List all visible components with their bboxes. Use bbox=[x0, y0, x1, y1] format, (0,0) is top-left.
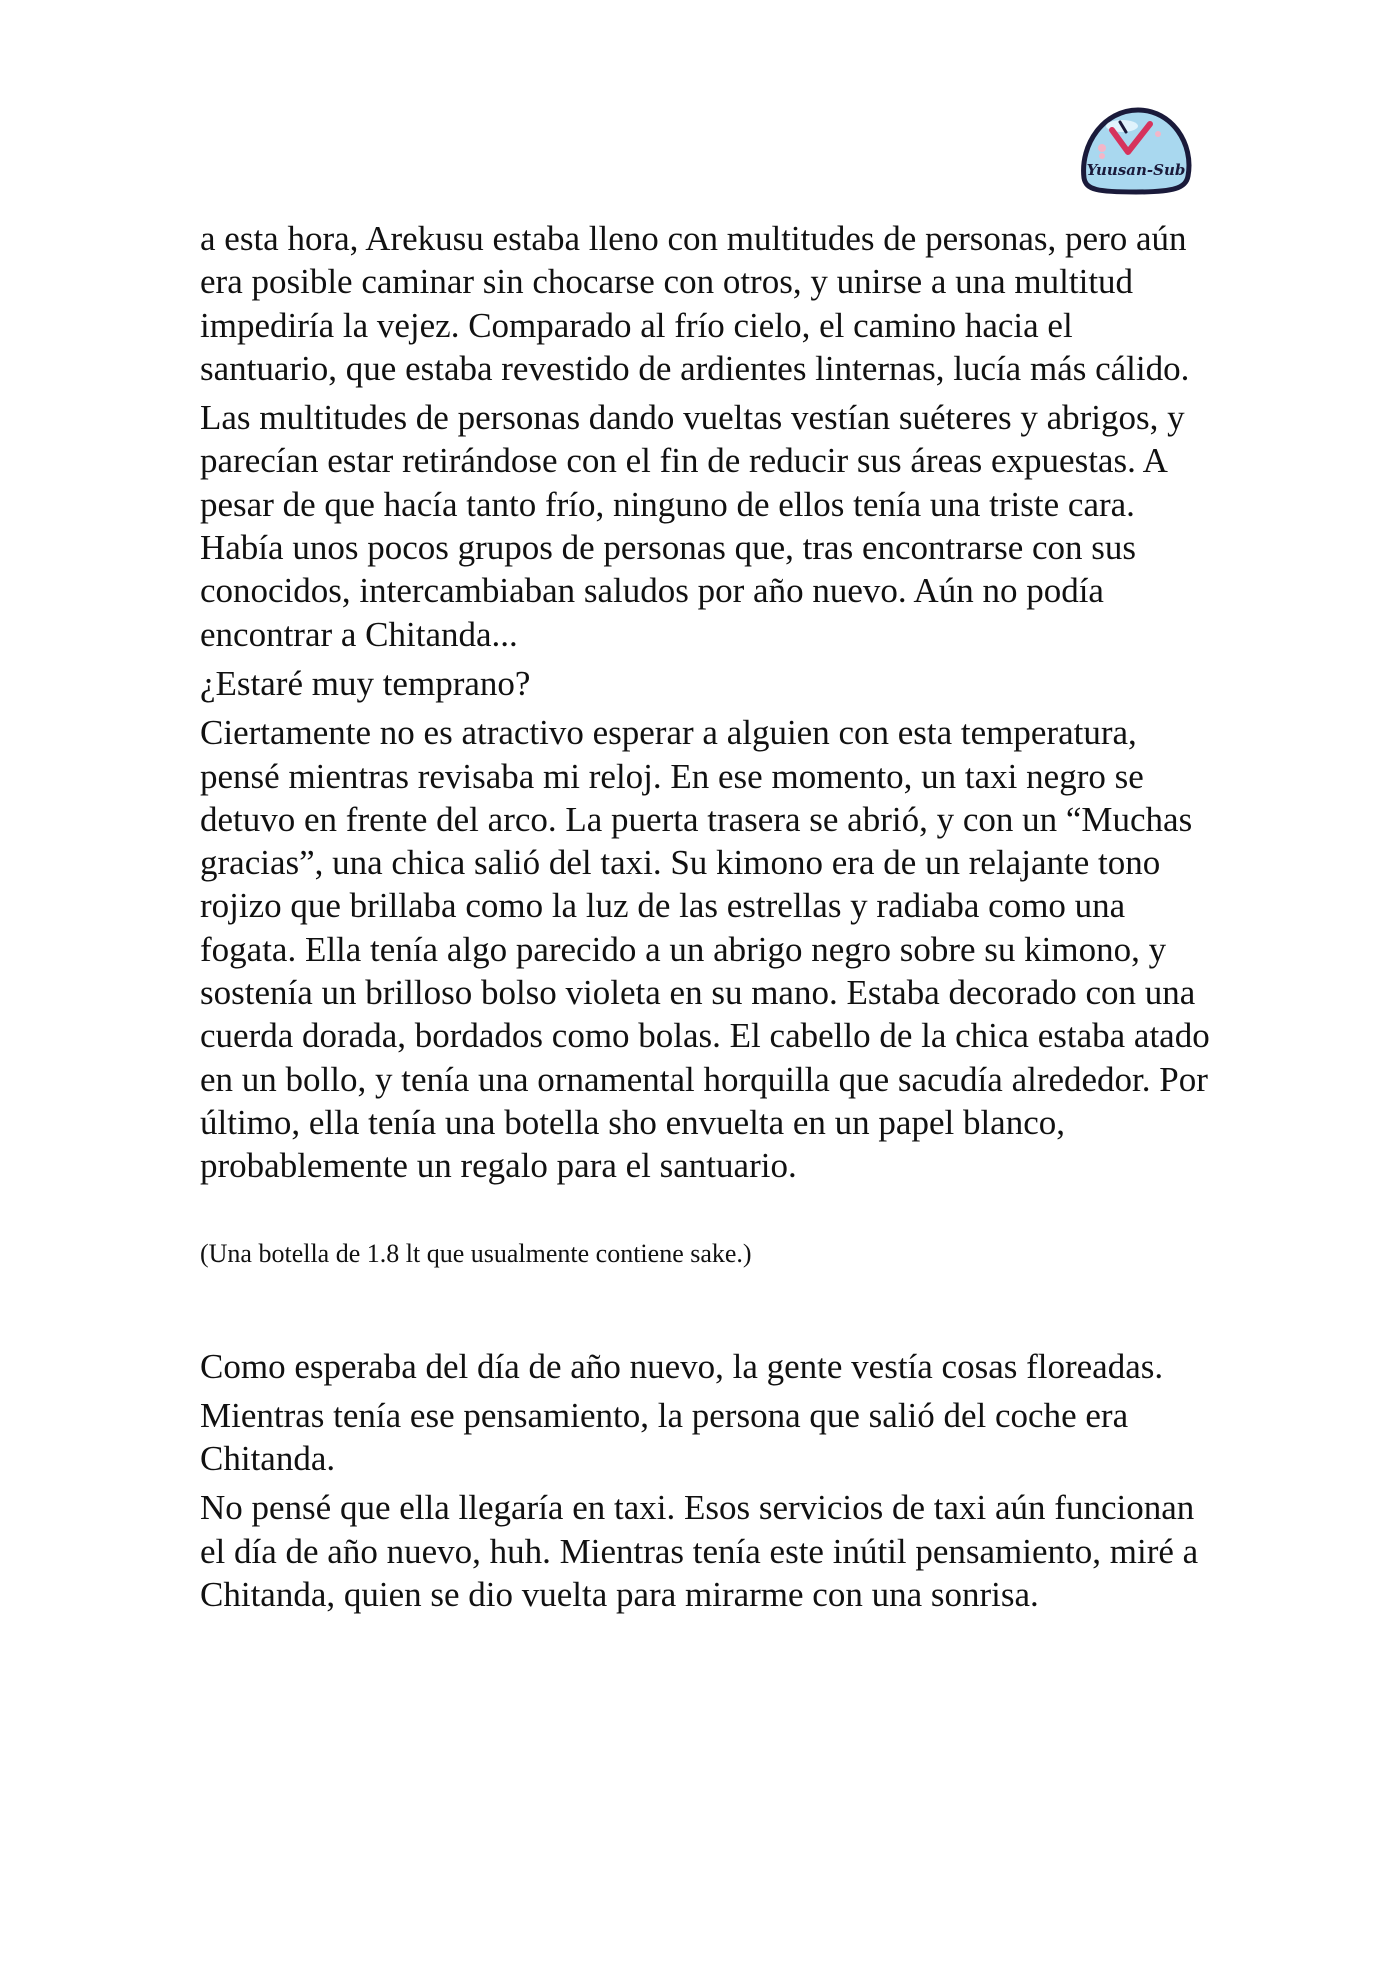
paragraph: Las multitudes de personas dando vueltas vestían suéteres y abrigos, y parecían estar retirándose con el fin de reducir sus áreas expuestas. A pesar de que hacía tanto frío, ninguno de ellos tenía una triste cara. Había unos pocos grupos de personas que, tras encontrarse con sus conocidos, intercambiaban saludos por año nuevo. Aún no podía encontrar a Chitanda... bbox=[200, 398, 1185, 654]
mascot-badge-icon bbox=[1076, 104, 1196, 196]
paragraph: a esta hora, Arekusu estaba lleno con multitudes de personas, pero aún era posible caminar sin chocarse con otros, y unirse a una multitud impediría la vejez. Comparado al frío cielo, el camino hacia el santuario, que estaba revestido de ardientes linternas, lucía más cálido. bbox=[200, 219, 1190, 388]
paragraph: Ciertamente no es atractivo esperar a alguien con esta temperatura, pensé mientras revisaba mi reloj. En ese momento, un taxi negro se detuvo en frente del arco. La puerta trasera se abrió, y con un “Muchas gracias”, una chica salió del taxi. Su kimono era de un relajante tono rojizo que brillaba como la luz de las estrellas y radiaba como una fogata. Ella tenía algo parecido a un abrigo negro sobre su kimono, y sostenía un brilloso bolso violeta en su mano. Estaba decorado con una cuerda dorada, bordados como bolas. El cabello de la chica estaba atado en un bollo, y tenía una ornamental horquilla que sacudía alrededor. Por último, ella tenía una botella sho envuelta en un papel blanco, probablemente un regalo para el santuario. bbox=[200, 713, 1210, 1186]
footnote: (Una botella de 1.8 lt que usualmente contiene sake.) bbox=[200, 1238, 752, 1268]
paragraph: Como esperaba del día de año nuevo, la gente vestía cosas floreadas. bbox=[200, 1346, 1164, 1386]
paragraph: Mientras tenía ese pensamiento, la persona que salió del coche era Chitanda. bbox=[200, 1395, 1129, 1479]
body-text bbox=[200, 217, 1210, 1622]
yuusan-sub-logo bbox=[1076, 104, 1196, 196]
paragraph: No pensé que ella llegaría en taxi. Esos servicios de taxi aún funcionan el día de año nuevo, huh. Mientras tenía este inútil pensamiento, miré a Chitanda, quien se dio vuelta para mirarme con una sonrisa. bbox=[200, 1488, 1199, 1615]
logo-text: Yuusan-Sub bbox=[1086, 161, 1186, 179]
paragraph: ¿Estaré muy temprano? bbox=[200, 663, 531, 703]
